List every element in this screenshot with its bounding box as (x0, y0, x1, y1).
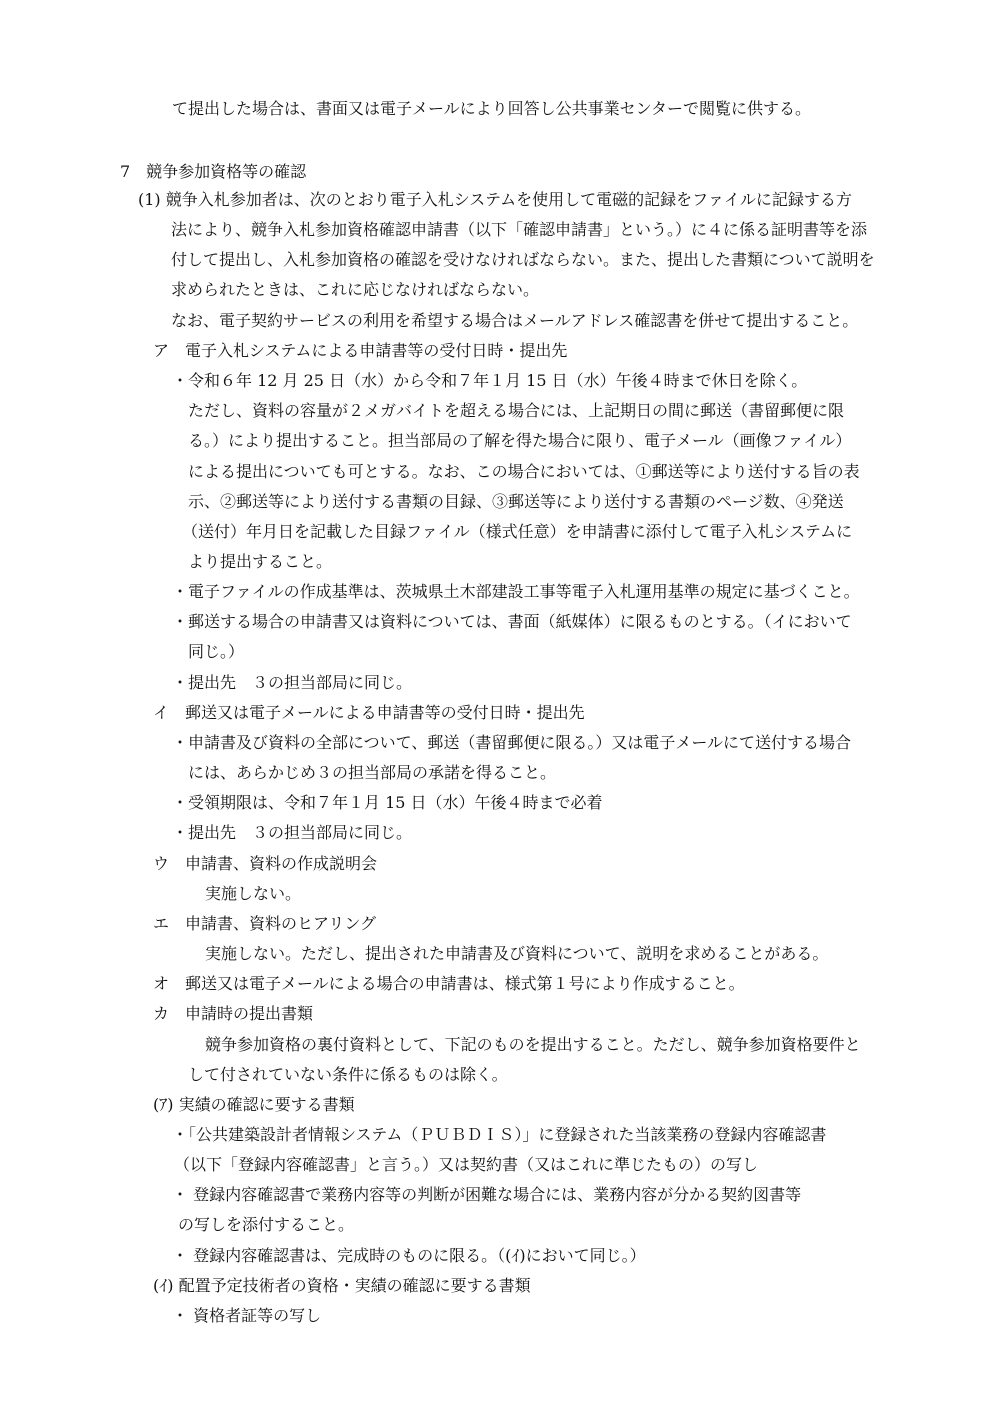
text-line: 実施しない。ただし、提出された申請書及び資料について、説明を求めることがある。 (205, 944, 829, 963)
bullet-item: ・電子ファイルの作成基準は、茨城県土木部建設工事等電子入札運用基準の規定に基づくこと。 (172, 582, 860, 601)
text-line: 求められたときは、これに応じなければならない。 (171, 280, 540, 299)
text-line: による提出についても可とする。なお、この場合においては、①郵送等により送付する旨の表 (188, 462, 860, 481)
bullet-item: ・「公共建築設計者情報システム（ＰＵＢＤＩＳ）」に登録された当該業務の登録内容確認書 (172, 1125, 827, 1144)
subheading: (ｲ) 配置予定技術者の資格・実績の確認に要する書類 (153, 1276, 531, 1295)
text-line: ただし、資料の容量が２メガバイトを超える場合には、上記期日の間に郵送（書留郵便に限 (188, 401, 845, 420)
text-line: して付されていない条件に係るものは除く。 (188, 1065, 508, 1084)
text-line: 競争参加資格の裏付資料として、下記のものを提出すること。ただし、競争参加資格要件と (205, 1035, 861, 1054)
text-line: （送付）年月日を記載した目録ファイル（様式任意）を申請書に添付して電子入札システムに (182, 522, 853, 541)
section-heading: 7 競争参加資格等の確認 (120, 162, 307, 181)
bullet-item: ・令和６年 12 月 25 日（水）から令和７年１月 15 日（水）午後４時まで休日を除く。 (172, 371, 808, 390)
bullet-item: ・受領期限は、令和７年１月 15 日（水）午後４時まで必着 (172, 793, 603, 812)
text-line: 示、②郵送等により送付する書類の目録、③郵送等により送付する書類のページ数、④発送 (188, 492, 844, 511)
subheading: エ 申請書、資料のヒアリング (153, 914, 377, 933)
text-line: 法により、競争入札参加資格確認申請書（以下「確認申請書」という。）に４に係る証明書等を添 (171, 220, 868, 239)
bullet-item: ・ 登録内容確認書は、完成時のものに限る。（(ｲ)において同じ。） (172, 1246, 646, 1265)
bullet-item: ・提出先 ３の担当部局に同じ。 (172, 823, 413, 842)
text-line: る。）により提出すること。担当部局の了解を得た場合に限り、電子メール（画像ファイル） (188, 431, 852, 450)
text-line: なお、電子契約サービスの利用を希望する場合はメールアドレス確認書を併せて提出すること。 (171, 311, 859, 330)
text-line: の写しを添付すること。 (178, 1215, 355, 1234)
bullet-item: ・申請書及び資料の全部について、郵送（書留郵便に限る。）又は電子メールにて送付する場合 (172, 733, 852, 752)
subheading: (ｱ) 実績の確認に要する書類 (153, 1095, 355, 1114)
bullet-item: ・ 資格者証等の写し (172, 1306, 322, 1325)
subheading: ア 電子入札システムによる申請書等の受付日時・提出先 (153, 341, 568, 360)
subheading: ウ 申請書、資料の作成説明会 (153, 854, 378, 873)
bullet-item: ・ 登録内容確認書で業務内容等の判断が困難な場合には、業務内容が分かる契約図書等 (172, 1185, 802, 1204)
text-line: 付して提出し、入札参加資格の確認を受けなければならない。また、提出した書類について説明を (171, 250, 875, 269)
bullet-item: ・提出先 ３の担当部局に同じ。 (172, 673, 413, 692)
text-line: より提出すること。 (188, 552, 333, 571)
subheading: カ 申請時の提出書類 (153, 1004, 314, 1023)
text-line: （以下「登録内容確認書」と言う。）又は契約書（又はこれに準じたもの）の写し (174, 1155, 759, 1174)
subheading: オ 郵送又は電子メールによる場合の申請書は、様式第１号により作成すること。 (153, 974, 745, 993)
text-line: 同じ。） (188, 642, 245, 661)
text-line: 実施しない。 (205, 884, 302, 903)
bullet-item: ・郵送する場合の申請書又は資料については、書面（紙媒体）に限るものとする。（イにおいて (172, 612, 852, 631)
text-line: (1) 競争入札参加者は、次のとおり電子入札システムを使用して電磁的記録をファイルに記録する方 (138, 190, 852, 209)
text-line: て提出した場合は、書面又は電子メールにより回答し公共事業センターで閲覧に供する。 (172, 99, 812, 118)
text-line: には、あらかじめ３の担当部局の承諾を得ること。 (188, 763, 557, 782)
subheading: イ 郵送又は電子メールによる申請書等の受付日時・提出先 (153, 703, 585, 722)
